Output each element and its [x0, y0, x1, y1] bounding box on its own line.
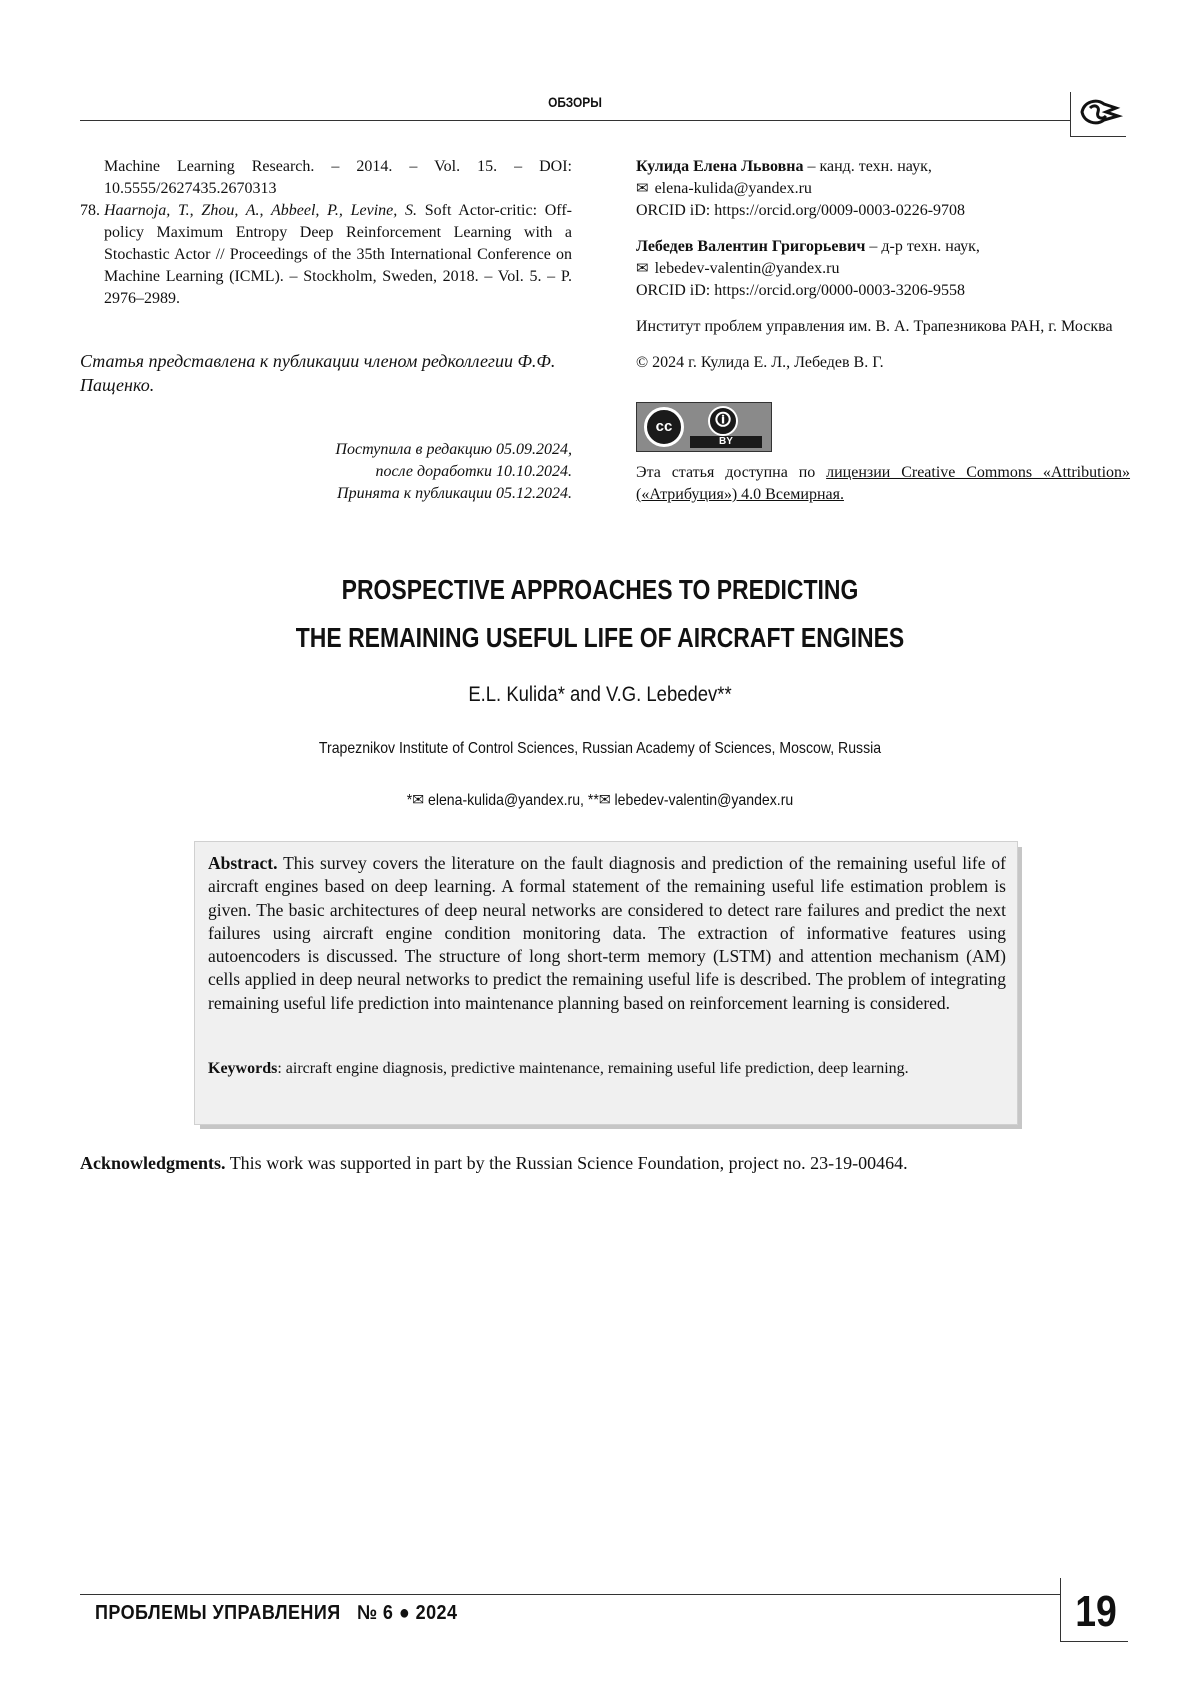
submission-dates [290, 439, 572, 505]
envelope-icon: ✉ [636, 181, 649, 197]
references-list [80, 156, 572, 310]
email-second[interactable]: lebedev-valentin@yandex.ru [614, 792, 794, 809]
byline: E.L. Kulida* and V.G. Lebedev** [468, 683, 732, 706]
footer-rule [80, 1594, 1060, 1595]
attribution-person-icon: 🛈 [708, 406, 738, 436]
envelope-icon: ✉ [636, 261, 649, 277]
author-degree: – канд. техн. наук, [803, 158, 932, 175]
abstract-text [208, 852, 1006, 1015]
date-revised: после доработки 10.10.2024. [375, 463, 572, 480]
reference-authors: Haarnoja, T., Zhou, A., Abbeel, P., Levine, S. [104, 202, 417, 219]
article-title [231, 566, 969, 662]
author-block [636, 236, 1130, 302]
reference-item [80, 200, 572, 310]
affiliation: Trapeznikov Institute of Control Sciences, Russian Academy of Sciences, Moscow, Russia [318, 740, 882, 757]
author-block [636, 156, 1130, 222]
envelope-icon: ✉ [412, 792, 425, 809]
copyright: © 2024 г. Кулида Е. Л., Лебедев В. Г. [636, 354, 884, 371]
keywords [208, 1058, 1006, 1080]
journal-footer: ПРОБЛЕМЫ УПРАВЛЕНИЯ № 6 ● 2024 [95, 1602, 458, 1624]
date-accepted: Принята к публикации 05.12.2024. [337, 485, 572, 502]
acknowledgments [80, 1151, 1130, 1175]
author-orcid[interactable]: ORCID iD: https://orcid.org/0009-0003-0226-9708 [636, 202, 966, 219]
badge-by-label: BY [690, 436, 762, 448]
license-link[interactable]: лицензии Creative Commons «Attribution» («Атрибуция») 4.0 Всемирная. [636, 464, 1131, 503]
star-marker: * [406, 792, 413, 809]
reference-continuation: Machine Learning Research. – 2014. – Vol. 15. – DOI: 10.5555/2627435.2670313 [104, 158, 572, 197]
institute: Институт проблем управления им. В. А. Трапезникова РАН, г. Москва [636, 318, 1113, 335]
keywords-label: Keywords [208, 1060, 278, 1077]
author-name: Кулида Елена Львовна [636, 158, 804, 175]
license-statement [636, 462, 1130, 506]
abstract-label: Abstract. [208, 853, 278, 873]
author-info [636, 156, 1130, 374]
star-marker: ** [587, 792, 599, 809]
author-email[interactable]: lebedev-valentin@yandex.ru [654, 260, 840, 277]
acknowledgments-body: This work was supported in part by the Russian Science Foundation, project no. 23-19-00464. [225, 1153, 908, 1173]
title-line: PROSPECTIVE APPROACHES TO PREDICTING [341, 574, 859, 605]
reference-details: Soft Actor-critic: Off-policy Maximum Entropy Deep Reinforcement Learning with a Stochastic Actor // Proceedings of the 35th International Conference on Machine Learning (ICML). – Stockholm, Sweden, 2018. – Vol. 5. – P. 2976–2989. [104, 202, 573, 307]
abstract-body: This survey covers the literature on the fault diagnosis and prediction of the remaining useful life of aircraft engines based on deep learning. A formal statement of the remaining useful life estimation problem is given. The basic architectures of deep neural networks are considered to detect rare failures and predict the next failures using aircraft engine condition monitoring data. The extraction of informative features using autoencoders is discussed. The structure of long short-term memory (LSTM) and attention mechanism (AM) cells applied in deep neural networks to predict the remaining useful life is described. The problem of integrating remaining useful life prediction into maintenance planning based on reinforcement learning is considered. [208, 853, 1006, 1013]
footer-divider [1060, 1578, 1061, 1642]
author-name: Лебедев Валентин Григорьевич [636, 238, 866, 255]
section-label: ОБЗОРЫ [548, 94, 602, 110]
author-orcid[interactable]: ORCID iD: https://orcid.org/0000-0003-3206-9558 [636, 282, 966, 299]
footer-page-rule [1060, 1641, 1128, 1642]
license-prefix: Эта статья доступна по [636, 464, 827, 481]
author-degree: – д-р техн. наук, [865, 238, 980, 255]
page-number: 19 [1075, 1587, 1117, 1636]
reference-number: 78. [80, 202, 100, 219]
creative-commons-icon: cc [644, 407, 684, 447]
header-logo-rule [1070, 136, 1126, 137]
contact-emails [204, 790, 996, 810]
email-first[interactable]: elena-kulida@yandex.ru, [427, 792, 584, 809]
journal-logo-icon [1076, 92, 1124, 132]
envelope-icon: ✉ [598, 792, 611, 809]
date-received: Поступила в редакцию 05.09.2024, [335, 441, 572, 458]
keywords-body: : aircraft engine diagnosis, predictive maintenance, remaining useful life prediction, deep learning. [277, 1060, 909, 1077]
acknowledgments-label: Acknowledgments. [80, 1153, 226, 1173]
header-divider [1070, 92, 1071, 137]
presented-note: Статья представлена к публикации членом редколлегии Ф.Ф. Пащенко. [80, 351, 556, 395]
author-email[interactable]: elena-kulida@yandex.ru [654, 180, 812, 197]
header-rule [80, 120, 1070, 121]
title-line: THE REMAINING USEFUL LIFE OF AIRCRAFT ENGINES [295, 622, 905, 653]
